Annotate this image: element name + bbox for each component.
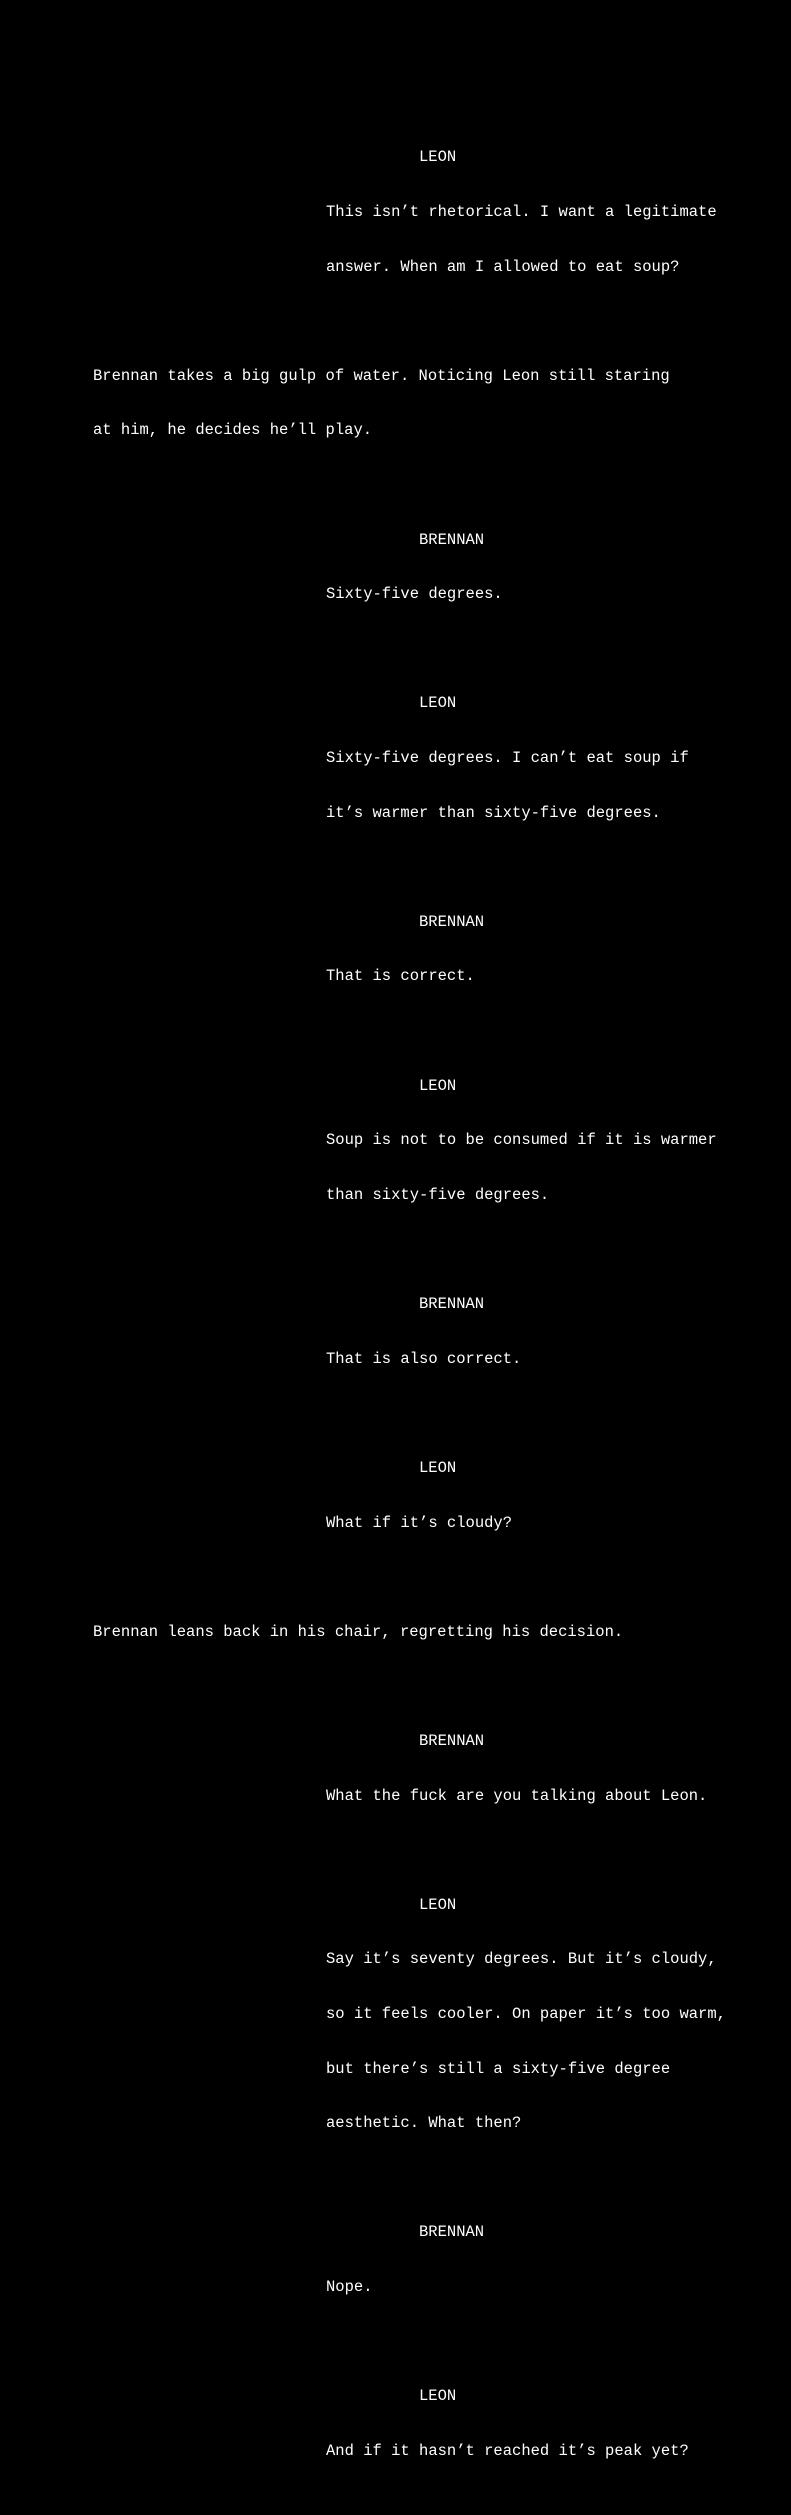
dialogue-line: That is also correct.: [326, 1349, 522, 1368]
action-line: at him, he decides he’ll play.: [93, 421, 373, 440]
dialogue-line: And if it hasn’t reached it’s peak yet?: [326, 2441, 689, 2460]
dialogue-line: Soup is not to be consumed if it is warmer: [326, 1131, 717, 1150]
dialogue-line: Sixty-five degrees. I can’t eat soup if: [326, 749, 689, 768]
dialogue-block: [326, 1859, 733, 2168]
dialogue-line: Nope.: [326, 2278, 373, 2296]
action-line: Brennan leans back in his chair, regretting his decision.: [93, 1622, 624, 1641]
dialogue-block: [326, 494, 733, 640]
action-block: [93, 1586, 693, 1677]
dialogue-line: aesthetic. What then?: [326, 2114, 522, 2133]
dialogue-line: What if it’s cloudy?: [326, 1513, 513, 1532]
action-line: Brennan takes a big gulp of water. Noticing Leon still staring: [93, 366, 670, 385]
character-name: BRENNAN: [419, 1295, 485, 1314]
action-block: [93, 330, 693, 476]
character-name: LEON: [419, 1895, 457, 1914]
dialogue-line: What the fuck are you talking about Leon.: [326, 1786, 708, 1805]
character-name: LEON: [419, 1076, 457, 1095]
dialogue-line: Sixty-five degrees.: [326, 585, 503, 604]
character-name: LEON: [419, 2387, 457, 2406]
character-name: LEON: [419, 148, 457, 167]
dialogue-line: answer. When am I allowed to eat soup?: [326, 257, 680, 276]
dialogue-line: This isn’t rhetorical. I want a legitimate: [326, 203, 717, 222]
character-name: BRENNAN: [419, 912, 485, 931]
character-name: BRENNAN: [419, 530, 485, 549]
dialogue-line: That is correct.: [326, 967, 475, 986]
dialogue-block: [326, 658, 733, 858]
dialogue-line: Say it’s seventy degrees. But it’s cloudy,: [326, 1950, 717, 1969]
dialogue-line: than sixty-five degrees.: [326, 1185, 550, 1204]
dialogue-line: it’s warmer than sixty-five degrees.: [326, 803, 661, 822]
dialogue-line: so it feels cooler. On paper it’s too warm,: [326, 2004, 726, 2023]
character-name: LEON: [419, 1458, 457, 1477]
dialogue-block: [326, 1259, 733, 1405]
dialogue-line: but there’s still a sixty-five degree: [326, 2059, 671, 2078]
dialogue-block: [326, 1696, 733, 1842]
character-name: BRENNAN: [419, 2223, 485, 2242]
character-name: LEON: [419, 694, 457, 713]
dialogue-block: [326, 112, 733, 312]
dialogue-block: [326, 1040, 733, 1240]
dialogue-block: [326, 2187, 733, 2333]
screenplay-body: [93, 112, 733, 2515]
dialogue-block: [326, 2351, 733, 2497]
dialogue-block: [326, 876, 733, 1022]
character-name: BRENNAN: [419, 1731, 485, 1750]
dialogue-block: [326, 1423, 733, 1569]
